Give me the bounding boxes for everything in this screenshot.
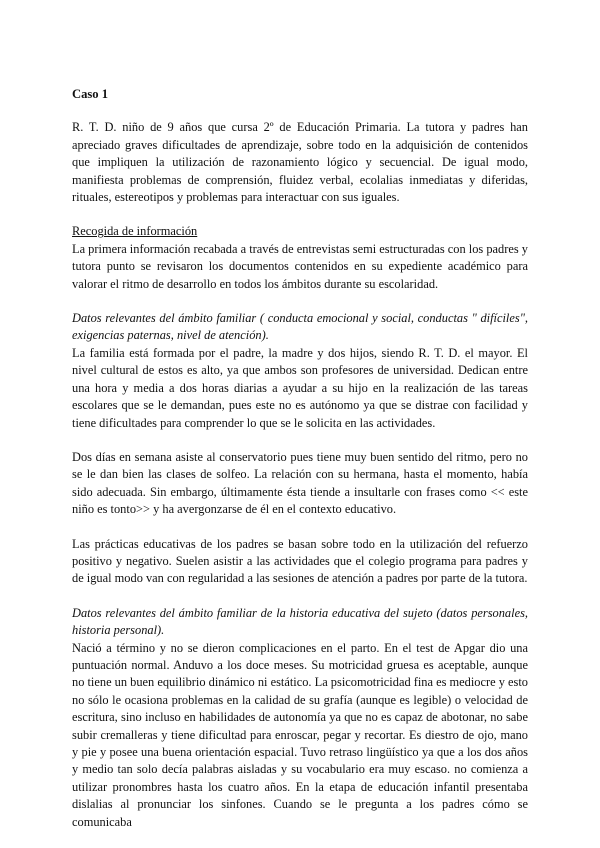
spacer	[72, 432, 528, 449]
spacer	[72, 519, 528, 536]
section-heading-recogida: Recogida de información	[72, 224, 198, 239]
section-heading-historia: Datos relevantes del ámbito familiar de la historia educativa del sujeto (datos personales, historia personal).	[72, 605, 528, 638]
section-heading-familiar: Datos relevantes del ámbito familiar ( conducta emocional y social, conductas " difíciles", exigencias paternas, nivel de atención).	[72, 311, 528, 343]
spacer	[72, 206, 528, 223]
section-recogida-paragraph: La primera información recabada a través de entrevistas semi estructuradas con los padres y tutora punto se revisaron los documentos contenidos en su expediente académico para valorar el ritmo de desarrollo en todos los ámbitos durante su escolaridad.	[72, 241, 528, 291]
spacer	[72, 588, 528, 605]
spacer	[72, 293, 528, 310]
section-familiar-paragraph-1: La familia está formada por el padre, la madre y dos hijos, siendo R. T. D. el mayor. El nivel cultural de estos es alto, ya que ambos son profesores de universidad. Dedican entre una hora y media a dos horas diarias a ayudar a su hijo en la realización de las tareas escolares que se le demandan, pues este no es autónomo ya que se distrae con facilidad y tiene dificultades para comprender lo que se le solicita en las actividades.	[72, 345, 528, 430]
document-title: Caso 1	[72, 87, 109, 101]
section-historia-paragraph-1: Nació a término y no se dieron complicaciones en el parto. En el test de Apgar dio una puntuación normal. Anduvo a los doce meses. Su motricidad gruesa es aceptable, aunque no tiene un buen equilibrio dinámico ni estático. La psicomotricidad fina es mediocre y esto no sólo le ocasiona problemas en la calidad de su grafía (aunque es legible) o velocidad de escritura, sino incluso en habilidades de autonomía ya que no es capaz de abotonar, no sabe subir cremalleras y tiene dificultad para enroscar, pegar y recortar. Es diestro de ojo, mano y pie y posee una buena orientación espacial. Tuvo retraso lingüístico ya que a los dos años y medio tan solo decía palabras aisladas y su vocabulario era muy escaso. no comienza a utilizar pronombres hasta los cuatro años. En la etapa de educación infantil presentaba dislalias al pronunciar los sinfones. Cuando se le pregunta a los padres cómo se comunicaba	[72, 640, 528, 829]
section-familiar-paragraph-2: Dos días en semana asiste al conservatorio pues tiene muy buen sentido del ritmo, pero no se le dan bien las clases de solfeo. La relación con su hermana, hasta el momento, había sido adecuada. Sin embargo, últimamente ésta tiende a insultarle con frases como << este niño es tonto>> y ha avergonzarse de él en el contexto educativo.	[72, 449, 528, 517]
intro-paragraph: R. T. D. niño de 9 años que cursa 2º de Educación Primaria. La tutora y padres han apreciado graves dificultades de aprendizaje, sobre todo en la adquisición de contenidos que impliquen la utilización de razonamiento lógico y secuencial. De igual modo, manifiesta problemas de comprensión, fluidez verbal, ecolalias inmediatas y diferidas, rituales, estereotipos y problemas para interactuar con sus iguales.	[72, 120, 528, 205]
document-page	[72, 86, 528, 831]
section-familiar-paragraph-3: Las prácticas educativas de los padres se basan sobre todo en la utilización del refuerzo positivo y negativo. Suelen asistir a las actividades que el colegio programa para padres y de igual modo van con regularidad a las sesiones de atención a padres por parte de la tutora.	[72, 536, 528, 586]
